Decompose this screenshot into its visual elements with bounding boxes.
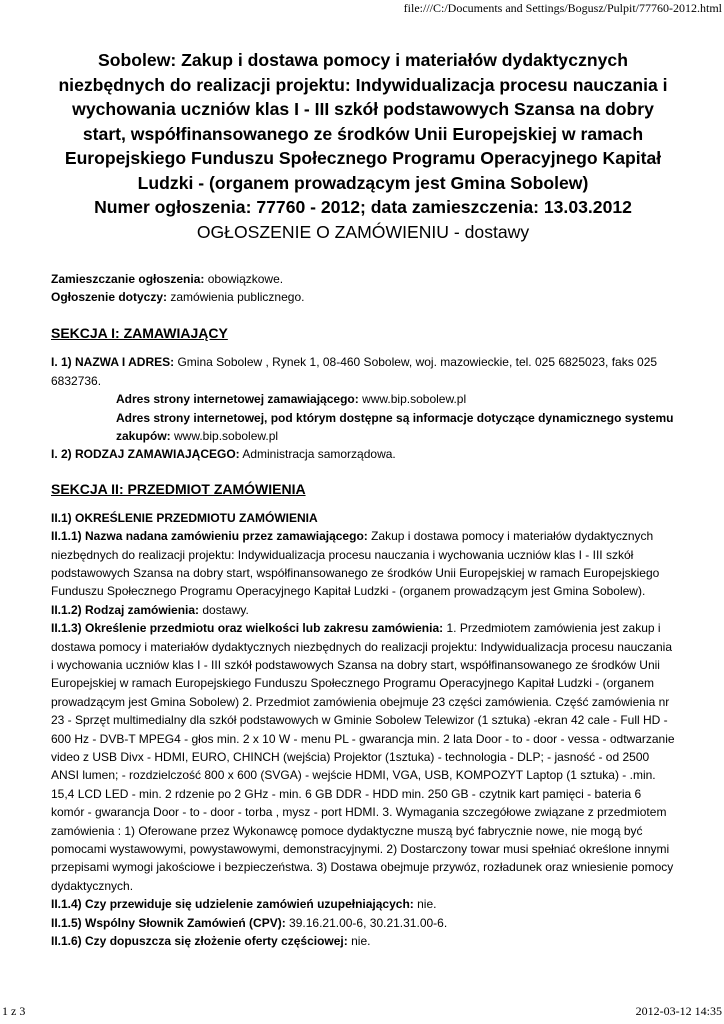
supplementary-row (51, 895, 675, 913)
order-kind-label: II.1.2) Rodzaj zamówienia: (51, 602, 200, 617)
buyer-type-row (51, 445, 675, 463)
cpv-row (51, 914, 675, 932)
print-footer-page: 1 z 3 (2, 1004, 26, 1018)
buyer-type-label: I. 2) RODZAJ ZAMAWIAJĄCEGO: (51, 447, 240, 462)
order-scope-row (51, 619, 675, 895)
notice-title (51, 48, 675, 220)
subject-subheading: II.1) OKREŚLENIE PRZEDMIOTU ZAMÓWIENIA (51, 510, 318, 525)
print-footer-datetime: 2012-03-12 14:35 (635, 1004, 722, 1018)
dps-website-label: Adres strony internetowej, pod którym dostępne są informacje dotyczące dynamicznego systemu zakupów: (116, 410, 674, 443)
buyer-website-row (51, 390, 675, 408)
placement-label: Zamieszczanie ogłoszenia: (51, 271, 205, 286)
order-name-label: II.1.1) Nazwa nadana zamówieniu przez zamawiającego: (51, 529, 368, 544)
notice-type: OGŁOSZENIE O ZAMÓWIENIU - dostawy (196, 221, 530, 242)
order-name-value: Zakup i dostawa pomocy i materiałów dydaktycznych niezbędnych do realizacji projektu: Indywidualizacja procesu nauczania i wychowania uczniów klas I - III szkół podstawowych Szansa na dobry start, współfinansowanego ze środków Unii Europejskiej w ramach Europejskiego Funduszu Społecznego Programu Operacyjnego Kapitał Ludzki - (organem prowadzącym jest Gmina Sobolew). (51, 529, 660, 599)
section2-heading: SEKCJA II: PRZEDMIOT ZAMÓWIENIA (51, 480, 306, 497)
notice-document (51, 48, 675, 951)
dps-website-value: www.bip.sobolew.pl (170, 428, 279, 443)
buyer-name-row (51, 353, 675, 390)
order-name-row (51, 527, 675, 601)
buyer-name-label: I. 1) NAZWA I ADRES: (51, 355, 175, 370)
supplementary-label: II.1.4) Czy przewiduje się udzielenie zamówień uzupełniających: (51, 897, 414, 912)
buyer-name-value: Gmina Sobolew , Rynek 1, 08-460 Sobolew, woj. mazowieckie, tel. 025 6825023, faks 025 6832736. (51, 355, 658, 388)
order-kind-row (51, 601, 675, 619)
print-footer (2, 1004, 722, 1019)
order-kind-value: dostawy. (199, 602, 249, 617)
concerns-value: zamówienia publicznego. (167, 289, 305, 304)
order-scope-value: 1. Przedmiotem zamówienia jest zakup i dostawa pomocy i materiałów dydaktycznych niezbędnych do realizacji projektu: Indywidualizacja procesu nauczania i wychowania uczniów klas I - III szkół podstawowych Szansa na dobry start, współfinansowanego ze środków Unii Europejskiej w ramach Europejskiego Funduszu Społecznego Programu Operacyjnego Kapitał Ludzki - (organem prowadzącym jest Gmina Sobolew) 2. Przedmiot zamówienia obejmuje 23 części zamówienia. Część zamówienia nr 23 - Sprzęt multimedialny dla szkół podstawowych w Gminie Sobolew Telewizor (1 sztuka) -ekran 42 cale - Full HD - 600 Hz - DVB-T MPEG4 - głos min. 2 x 10 W - menu PL - gwarancja min. 2 lata Door - to - door - vessa - odtwarzanie video z USB Divx - HDMI, EURO, CHINCH (wejścia) Projektor (1sztuka) - technologia - DLP; - jasność - od 2500 ANSI lumen; - rozdzielczość 800 x 600 (SVGA) - wejście HDMI, VGA, USB, KOMPOZYT Laptop (1 sztuka) - .min. 15,4 LCD LED - min. 2 rdzenie po 2 GHz - min. 6 GB DDR - HDD min. 250 GB - czytnik kart pamięci - bateria 6 komór - gwarancja Door - to - door - torba , mysz - port HDMI. 3. Wymagania szczegółowe związane z przedmiotem zamówienia : 1) Oferowane przez Wykonawcę pomoce dydaktyczne muszą być fabrycznie nowe, nie mogą być pomocami wystawowymi, powystawowymi, demonstracyjnymi. 2) Dostarczony towar musi spełniać określone innymi przepisami wymogi jakościowe i bezpieczeństwa. 3) Dostawa obejmuje przywóz, rozładunek oraz wniesienie pomocy dydaktycznych. (51, 621, 675, 893)
concerns-label: Ogłoszenie dotyczy: (51, 289, 168, 304)
cpv-label: II.1.5) Wspólny Słownik Zamówień (CPV): (51, 915, 286, 930)
partial-offer-value: nie. (347, 934, 371, 949)
buyer-website-value: www.bip.sobolew.pl (358, 392, 467, 407)
supplementary-value: nie. (413, 897, 437, 912)
partial-offer-row (51, 932, 675, 950)
section1-heading: SEKCJA I: ZAMAWIAJĄCY (51, 325, 228, 342)
placement-row (51, 270, 675, 288)
dps-website-row (51, 409, 675, 446)
concerns-row (51, 288, 675, 306)
placement-value: obowiązkowe. (204, 271, 284, 286)
notice-number-line: Numer ogłoszenia: 77760 - 2012; data zamieszczenia: 13.03.2012 (94, 197, 632, 217)
notice-title-heading: Sobolew: Zakup i dostawa pomocy i materiałów dydaktycznych niezbędnych do realizacji projektu: Indywidualizacja procesu nauczania i wychowania uczniów klas I - III szkół podstawowych Szansa na dobry start, współfinansowanego ze środków Unii Europejskiej w ramach Europejskiego Funduszu Społecznego Programu Operacyjnego Kapitał Ludzki - (organem prowadzącym jest Gmina Sobolew) (58, 50, 668, 193)
buyer-website-label: Adres strony internetowej zamawiającego: (116, 392, 359, 407)
cpv-value: 39.16.21.00-6, 30.21.31.00-6. (285, 915, 448, 930)
order-scope-label: II.1.3) Określenie przedmiotu oraz wielkości lub zakresu zamówienia: (51, 621, 444, 636)
print-header-url: file:///C:/Documents and Settings/Bogusz/Pulpit/77760-2012.html (403, 1, 722, 15)
buyer-type-value: Administracja samorządowa. (239, 447, 396, 462)
partial-offer-label: II.1.6) Czy dopuszcza się złożenie oferty częściowej: (51, 934, 348, 949)
